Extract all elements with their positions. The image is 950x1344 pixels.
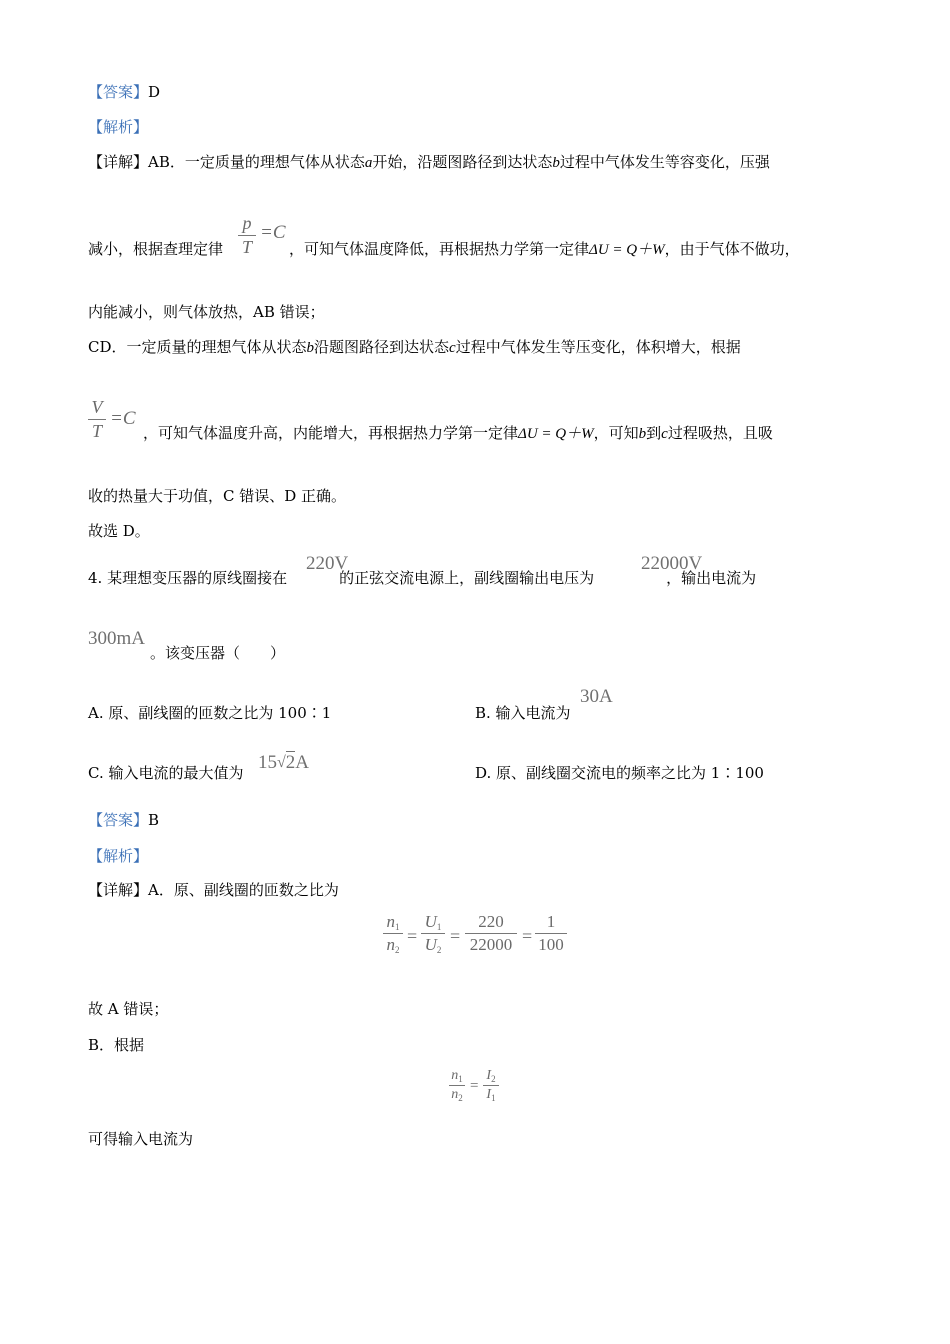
first-law-2: ΔU = Q＋W	[518, 426, 594, 442]
charles-fraction	[238, 213, 256, 258]
cd-var-b: b	[306, 340, 315, 356]
eq1-equals-3: =	[522, 926, 533, 946]
eq1-num4: 1	[546, 912, 556, 931]
gay-lussac-fraction	[88, 397, 106, 442]
eq1-frac-result	[535, 912, 567, 955]
fraction-bar	[88, 419, 106, 420]
ab-text-1: AB．一定质量的理想气体从状态	[148, 153, 365, 171]
detail-text: A．原、副线圈的匝数之比为	[148, 881, 339, 899]
current-300ma: 300mA	[88, 628, 145, 649]
eq2-equals: =	[470, 1078, 479, 1094]
eq2-frac-n	[449, 1068, 465, 1103]
cd-text-2: 沿题图路径到达状态	[314, 338, 450, 356]
eq1-frac-u	[421, 912, 445, 955]
var-a: a	[364, 155, 373, 171]
line-6: 收的热量大于功值，C 错误、D 正确。	[88, 487, 347, 505]
gay-den: T	[91, 421, 102, 441]
option-b-value: 30A	[580, 686, 613, 707]
detail-label: 【详解】	[88, 153, 149, 171]
eq1-equals-2: =	[450, 926, 461, 946]
gay-rhs: =C	[110, 408, 136, 429]
option-c-text: C. 输入电流的最大值为	[88, 764, 244, 782]
stem-1: 4. 某理想变压器的原线圈接在	[88, 569, 288, 587]
eq1-n1: n	[386, 912, 395, 931]
eq1-n2-sub: 2	[395, 945, 400, 955]
eq2-n2-sub: 2	[458, 1093, 463, 1103]
fraction-bar	[383, 933, 403, 934]
detail-label: 【详解】	[88, 881, 149, 899]
first-law: ΔU = Q＋W	[589, 242, 665, 258]
voltage-220v: 220V	[306, 553, 349, 574]
eq2-i2: I	[486, 1068, 492, 1083]
eq1-u1: U	[424, 912, 437, 931]
eq1-frac-values	[465, 912, 517, 955]
line2-text-1: 减小，根据查理定律	[88, 240, 224, 258]
stem-3: ，输出电流为	[666, 569, 757, 587]
eq1-den4: 100	[538, 935, 564, 954]
voltage-22000v: 22000V	[641, 553, 703, 574]
eq1-equals-1: =	[407, 926, 418, 946]
cd-var-c: c	[449, 340, 456, 356]
option-c-sqrt: 2	[285, 752, 296, 773]
answer-label: 【答案】	[88, 811, 149, 829]
conclusion: 故选 D。	[88, 522, 150, 540]
eq2-frac-i	[483, 1068, 499, 1103]
detail-line-ab	[88, 152, 770, 173]
var-b: b	[552, 155, 560, 171]
stem-2: 的正弦交流电源上，副线圈输出电压为	[339, 569, 595, 587]
line2-text-3: ，由于气体不做功，	[664, 240, 800, 258]
eq2-n2: n	[451, 1087, 459, 1102]
fraction-bar	[535, 933, 567, 934]
option-c-post: A	[295, 752, 310, 773]
fraction-bar	[238, 235, 256, 236]
charles-den: T	[241, 237, 252, 257]
answer-value: D	[148, 83, 161, 101]
detail-line-2	[88, 880, 339, 900]
tail-line: 可得输入电流为	[88, 1130, 194, 1148]
sqrt-icon: √	[277, 754, 286, 771]
a-wrong: 故 A 错误；	[88, 1000, 169, 1018]
analysis-label-1: 【解析】	[88, 118, 149, 136]
answer-label: 【答案】	[88, 83, 149, 101]
option-c	[88, 763, 243, 783]
eq1-n2: n	[386, 935, 395, 954]
option-b	[475, 703, 571, 723]
line5-text-3: 到	[646, 424, 662, 442]
line5-text-1: ，可知气体温度升高，内能增大，再根据热力学第一定律	[143, 424, 519, 442]
stem-4: 。该变压器（ ）	[150, 644, 286, 662]
eq2-i2-sub: 2	[491, 1074, 496, 1084]
ab-text-2: 开始，沿题图路径到达状态	[372, 153, 553, 171]
ab-text-3: 过程中气体发生等容变化，压强	[559, 153, 770, 171]
gay-num: V	[91, 397, 103, 417]
answer-line-1	[88, 82, 160, 102]
answer-line-2	[88, 810, 159, 830]
option-c-value	[258, 752, 309, 774]
eq1-n1-sub: 1	[395, 922, 400, 932]
fraction-bar	[483, 1085, 499, 1086]
option-b-text: B. 输入电流为	[475, 704, 571, 722]
answer-value: B	[148, 811, 160, 829]
eq2-n1-sub: 1	[458, 1074, 463, 1084]
eq1-u2-sub: 2	[436, 945, 442, 955]
option-a: A. 原、副线圈的匝数之比为 100∶1	[88, 704, 332, 722]
cd-text-3: 过程中气体发生等压变化，体积增大，根据	[455, 338, 741, 356]
eq2-i1: I	[486, 1087, 492, 1102]
analysis-label-2: 【解析】	[88, 847, 149, 865]
eq2-n1: n	[451, 1068, 459, 1083]
b-label: B．根据	[88, 1036, 145, 1054]
option-d: D. 原、副线圈交流电的频率之比为 1∶100	[475, 764, 764, 782]
eq1-u2: U	[424, 935, 437, 954]
charles-rhs: =C	[260, 222, 286, 243]
charles-line	[88, 239, 800, 260]
charles-num: p	[242, 213, 252, 233]
eq1-u1-sub: 1	[436, 922, 442, 932]
cd-text-1: CD．一定质量的理想气体从状态	[88, 338, 307, 356]
line5-var-c: c	[661, 426, 668, 442]
line5-var-b: b	[638, 426, 647, 442]
eq1-frac-n	[383, 912, 403, 955]
line2-text-2: ，可知气体温度降低，再根据热力学第一定律	[289, 240, 590, 258]
eq1-num3: 220	[478, 912, 504, 931]
detail-line-cd	[88, 337, 741, 358]
gay-line	[143, 423, 773, 444]
fraction-bar	[465, 933, 517, 934]
line5-text-4: 过程吸热，且吸	[667, 424, 773, 442]
fraction-bar	[449, 1085, 465, 1086]
line5-text-2: ，可知	[593, 424, 639, 442]
option-c-pre: 15	[258, 752, 277, 773]
line-3: 内能减小，则气体放热，AB 错误；	[88, 303, 325, 321]
fraction-bar	[421, 933, 445, 934]
eq2-i1-sub: 1	[491, 1093, 496, 1103]
eq1-den3: 22000	[469, 935, 513, 954]
